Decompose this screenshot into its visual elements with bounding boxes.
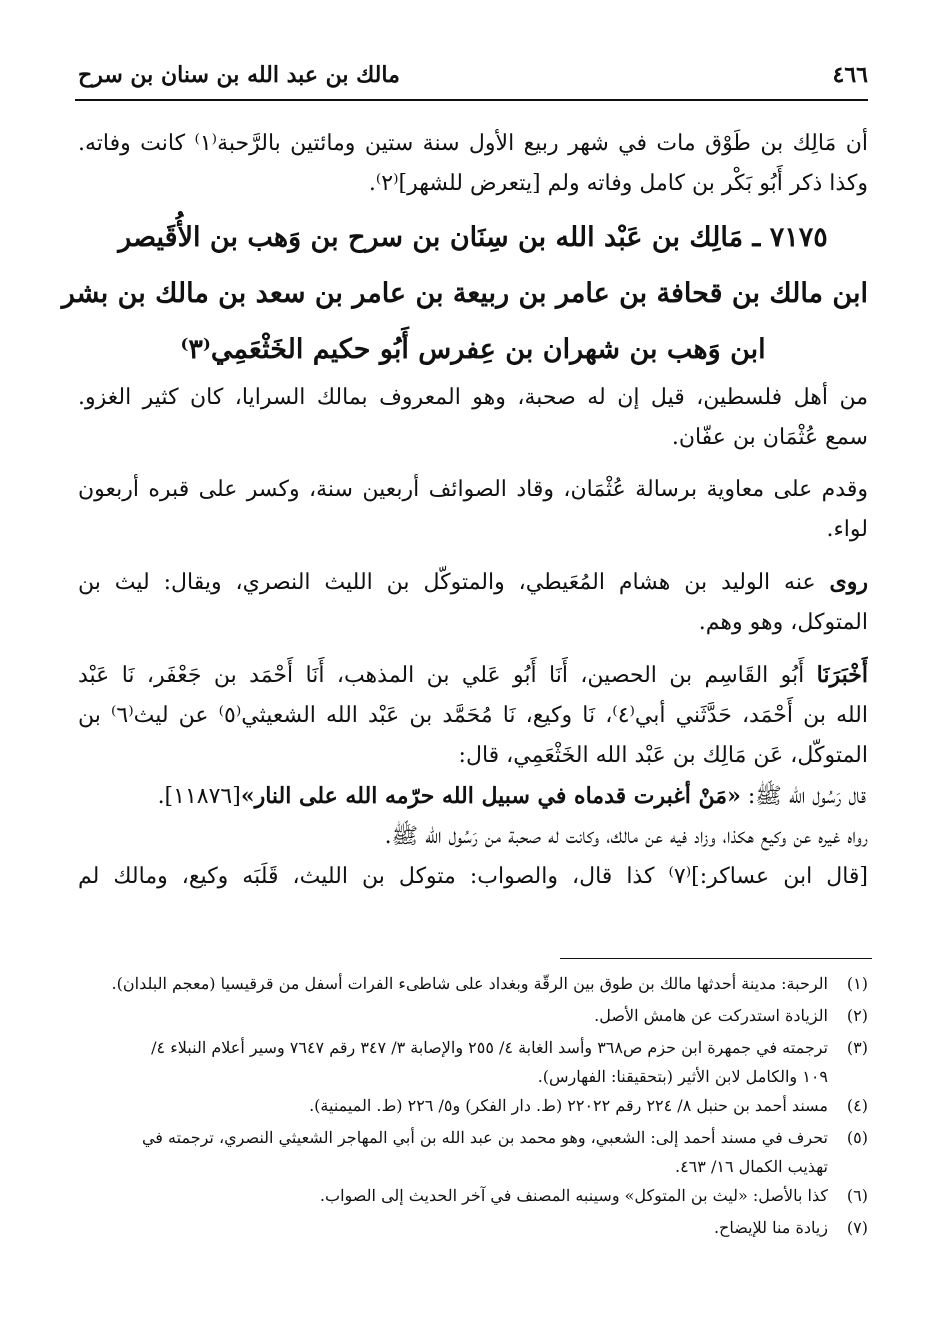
footnote [78,1180,868,1212]
main-text [61,124,868,897]
footnote-number: (٣) [846,1038,868,1057]
footnote-number: (٧) [846,1218,868,1237]
entry-heading-line: ابن مالك بن قحافة بن عامر بن ربيعة بن عامر بن سعد بن مالك بن بشر [61,278,868,309]
text-line: لواء. [826,517,868,542]
footnote-number: (٤) [846,1096,868,1115]
footnote-text: زيادة منا للإيضاح. [713,1218,828,1237]
footnote-continuation: تهذيب الكمال ١٦/ ٤٦٣. [674,1157,828,1176]
footnote [78,968,868,1000]
entry-heading-line: ٧١٧٥ ـ مَالِك بن عَبْد الله بن سِنَان بن سرح بن وَهب بن الأُقَيصر [118,222,828,253]
footnote-text: الزيادة استدركت عن هامش الأصل. [594,1006,828,1025]
footnote-text: ترجمته في جمهرة ابن حزم ص٣٦٨ وأسد الغابة ٤/ ٢٥٥ والإصابة ٣/ ٣٤٧ رقم ٧٦٤٧ وسير أعلام النبلاء ٤/ [151,1038,828,1057]
text-line: سمع عُثْمَان بن عفّان. [671,425,868,450]
footnote [78,1212,868,1244]
footnote-text: تحرف في مسند أحمد إلى: الشعبي، وهو محمد بن عبد الله بن أبي المهاجر الشعيثي النصري، ترجمته في [141,1128,828,1147]
entry-heading-line: ابن وَهب بن شهران بن عِفرس أَبُو حكيم الخَثْعَمِي⁽٣⁾ [180,334,766,365]
text-line: وكذا ذكر أَبُو بَكْر بن كامل وفاته ولم [يتعرض للشهر]⁽٢⁾. [368,171,868,196]
footnote-text: الرحبة: مدينة أحدثها مالك بن طوق بين الرقّة وبغداد على شاطىء الفرات أسفل من قرقيسيا (معجم البلدان). [111,974,828,993]
footnote [78,1122,868,1180]
footnote [78,1032,868,1090]
text-line: أن مَالِك بن طَوْق مات في شهر ربيع الأول سنة ستين ومائتين بالرَّحبة⁽١⁾ كانت وفاته. [78,131,868,156]
footnote-text: كذا بالأصل: «ليث بن المتوكل» وسينبه المصنف في آخر الحديث إلى الصواب. [319,1186,828,1205]
hadith-text: «مَنْ أغبرت قدماه في سبيل الله حرّمه الله على النار» [240,783,741,809]
page-header [78,62,868,96]
text-line: المتوكّل، عَن مَالِك بن عَبْد الله الخَثْعَمِي، قال: [458,743,868,768]
header-rule [75,99,868,101]
footnote-number: (٦) [846,1186,868,1205]
paragraph-gap [78,458,868,470]
page-number: ٤٦٦ [832,62,868,88]
text-span: أَبُو القَاسِم بن الحصين، أَنَا أَبُو عَلي بن المذهب، أَنَا أَحْمَد بن جَعْفَر، نَا عَبْد [78,663,817,688]
footnote-rule [560,958,872,959]
footnote [78,1000,868,1032]
text-line [78,655,868,696]
text-line: الله بن أَحْمَد، حَدَّثَني أبي⁽٤⁾، نَا وكيع، نَا مُحَمَّد بن عَبْد الله الشعيثي⁽٥⁾ عن ليث⁽٦⁾ بن [78,703,868,728]
text-line: [قال ابن عساكر:]⁽٧⁾ كذا قال، والصواب: متوكل بن الليث، قَلَبَه وكيع، ومالك لم [78,864,868,889]
text-line [78,562,868,603]
paragraph-gap [78,643,868,655]
footnote-text: مسند أحمد بن حنبل ٨/ ٢٢٤ رقم ٢٢٠٢٢ (ط. دار الفكر) و٥/ ٢٢٦ (ط. الميمنية). [309,1096,828,1115]
paragraph-gap [78,550,868,562]
hadith-reference: [١١٨٧٦]. [157,784,241,809]
footnote [78,1090,868,1122]
footnote-number: (١) [846,974,868,993]
text-line: رواه غيره عن وكيع هكذا، وزاد فيه عن مالك، وكانت له صحبة من رَسُول الله ﷺ. [384,824,868,849]
text-line: من أهل فلسطين، قيل إن له صحبة، وهو المعروف بمالك السرايا، كان كثير الغزو. [78,385,868,410]
rawa-keyword: روى [829,569,868,595]
running-title: مالك بن عبد الله بن سنان بن سرح [78,62,400,88]
footnote-continuation: ١٠٩ والكامل لابن الأثير (بتحقيقنا: الفهارس). [537,1067,828,1086]
text-line: وقدم على معاوية برسالة عُثْمَان، وقاد الصوائف أربعين سنة، وكسر على قبره أربعون [78,477,868,502]
hadith-line [78,776,868,817]
footnote-number: (٥) [846,1128,868,1147]
text-line: المتوكل، وهو وهم. [698,610,868,635]
footnote-number: (٢) [846,1006,868,1025]
text-span: عنه الوليد بن هشام المُعَيطي، والمتوكّل بن الليث النصري، ويقال: ليث بن [78,570,830,595]
akhbarana-keyword: أَخْبَرَنَا [816,662,868,688]
footnotes [78,968,868,1244]
text-span: قال رَسُول الله ﷺ: [740,784,866,809]
